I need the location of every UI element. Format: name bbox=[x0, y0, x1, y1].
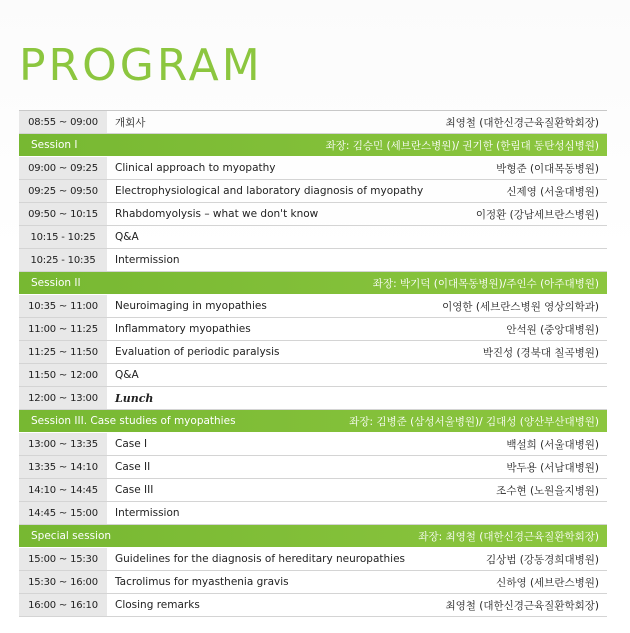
speaker-cell: 최영철 (대한신경근육질환학회장) bbox=[445, 116, 599, 129]
speaker-cell: 박진성 (경북대 칠곡병원) bbox=[482, 346, 599, 359]
speaker-cell: 김상범 (강동경희대병원) bbox=[486, 553, 599, 566]
program-row bbox=[19, 433, 607, 456]
time-cell: 08:55 ~ 09:00 bbox=[19, 111, 107, 133]
session-chair: 좌장: 김승민 (세브란스병원)/ 권기한 (한림대 동탄성심병원) bbox=[325, 139, 599, 152]
program-row bbox=[19, 295, 607, 318]
topic-cell: Case I bbox=[115, 438, 148, 450]
program-row bbox=[19, 502, 607, 525]
time-cell: 10:15 - 10:25 bbox=[19, 226, 107, 248]
session-name: Special session bbox=[31, 530, 112, 542]
time-cell: 11:00 ~ 11:25 bbox=[19, 318, 107, 340]
time-cell: 12:00 ~ 13:00 bbox=[19, 387, 107, 409]
topic-cell: Case III bbox=[115, 484, 154, 496]
topic-cell: Intermission bbox=[115, 507, 180, 519]
program-row bbox=[19, 571, 607, 594]
topic-cell: Case II bbox=[115, 461, 151, 473]
program-row bbox=[19, 180, 607, 203]
topic-cell: Q&A bbox=[115, 231, 139, 243]
program-row bbox=[19, 157, 607, 180]
time-cell: 16:00 ~ 16:10 bbox=[19, 594, 107, 616]
session-header-row bbox=[19, 134, 607, 157]
speaker-cell: 백설희 (서울대병원) bbox=[506, 438, 599, 451]
topic-cell: Electrophysiological and laboratory diagnosis of myopathy bbox=[115, 185, 424, 197]
program-row bbox=[19, 111, 607, 134]
topic-cell: Evaluation of periodic paralysis bbox=[115, 346, 280, 358]
time-cell: 13:00 ~ 13:35 bbox=[19, 433, 107, 455]
topic-cell: Rhabdomyolysis – what we don't know bbox=[115, 208, 319, 220]
program-row bbox=[19, 594, 607, 617]
page-title: PROGRAM bbox=[19, 40, 263, 91]
speaker-cell: 신제영 (서울대병원) bbox=[506, 185, 599, 198]
time-cell: 11:25 ~ 11:50 bbox=[19, 341, 107, 363]
topic-cell: Neuroimaging in myopathies bbox=[115, 300, 267, 312]
topic-cell: Closing remarks bbox=[115, 599, 200, 611]
topic-cell: Tacrolimus for myasthenia gravis bbox=[115, 576, 289, 588]
speaker-cell: 이영한 (세브란스병원 영상의학과) bbox=[442, 300, 599, 313]
session-chair: 좌장: 박기덕 (이대목동병원)/주인수 (아주대병원) bbox=[372, 277, 599, 290]
time-cell: 11:50 ~ 12:00 bbox=[19, 364, 107, 386]
topic-cell: Lunch bbox=[115, 391, 154, 405]
time-cell: 09:25 ~ 09:50 bbox=[19, 180, 107, 202]
topic-cell: Intermission bbox=[115, 254, 180, 266]
speaker-cell: 안석원 (중앙대병원) bbox=[506, 323, 599, 336]
program-row bbox=[19, 548, 607, 571]
speaker-cell: 박두용 (서남대병원) bbox=[506, 461, 599, 474]
time-cell: 10:35 ~ 11:00 bbox=[19, 295, 107, 317]
time-cell: 14:45 ~ 15:00 bbox=[19, 502, 107, 524]
time-cell: 13:35 ~ 14:10 bbox=[19, 456, 107, 478]
program-table bbox=[19, 110, 607, 617]
program-row bbox=[19, 249, 607, 272]
topic-cell: Q&A bbox=[115, 369, 139, 381]
program-row bbox=[19, 364, 607, 387]
session-name: Session I bbox=[31, 139, 78, 151]
topic-cell: 개회사 bbox=[115, 116, 146, 129]
time-cell: 15:00 ~ 15:30 bbox=[19, 548, 107, 570]
session-name: Session III. Case studies of myopathies bbox=[31, 415, 236, 427]
speaker-cell: 최영철 (대한신경근육질환학회장) bbox=[445, 599, 599, 612]
time-cell: 09:00 ~ 09:25 bbox=[19, 157, 107, 179]
program-row bbox=[19, 456, 607, 479]
session-name: Session II bbox=[31, 277, 81, 289]
program-row bbox=[19, 479, 607, 502]
time-cell: 14:10 ~ 14:45 bbox=[19, 479, 107, 501]
session-header-row bbox=[19, 272, 607, 295]
speaker-cell: 이정환 (강남세브란스병원) bbox=[475, 208, 599, 221]
program-row bbox=[19, 203, 607, 226]
session-chair: 좌장: 최영철 (대한신경근육질환학회장) bbox=[418, 530, 599, 543]
topic-cell: Clinical approach to myopathy bbox=[115, 162, 276, 174]
topic-cell: Inflammatory myopathies bbox=[115, 323, 251, 335]
session-header-row bbox=[19, 410, 607, 433]
program-row bbox=[19, 226, 607, 249]
speaker-cell: 박형준 (이대목동병원) bbox=[496, 162, 599, 175]
program-row bbox=[19, 387, 607, 410]
program-row bbox=[19, 341, 607, 364]
time-cell: 09:50 ~ 10:15 bbox=[19, 203, 107, 225]
time-cell: 15:30 ~ 16:00 bbox=[19, 571, 107, 593]
speaker-cell: 신하영 (세브란스병원) bbox=[496, 576, 599, 589]
session-chair: 좌장: 김병준 (삼성서울병원)/ 김대성 (양산부산대병원) bbox=[349, 415, 599, 428]
time-cell: 10:25 - 10:35 bbox=[19, 249, 107, 271]
program-row bbox=[19, 318, 607, 341]
topic-cell: Guidelines for the diagnosis of hereditary neuropathies bbox=[115, 553, 406, 565]
session-header-row bbox=[19, 525, 607, 548]
speaker-cell: 조수현 (노원을지병원) bbox=[496, 484, 599, 497]
